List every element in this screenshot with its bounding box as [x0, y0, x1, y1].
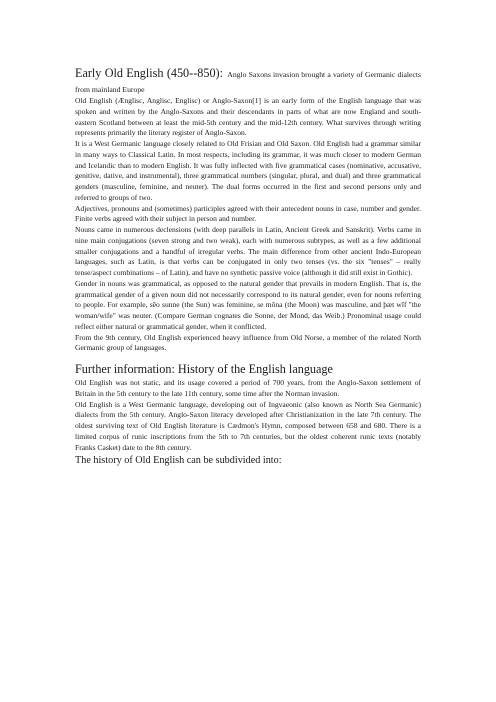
- section-title: [75, 66, 421, 96]
- paragraph: From the 9th century, Old English experienced heavy influence from Old Norse, a member of the related North Germanic group of languages.: [75, 332, 421, 353]
- paragraph-group-2: [75, 378, 421, 453]
- paragraph: Old English was not static, and its usage covered a period of 700 years, from the Anglo-Saxon settlement of Britain in the 5th century to the late 11th century, some time after the Norman invasion.: [75, 378, 421, 398]
- further-information-heading: Further information: History of the English language: [75, 362, 333, 376]
- paragraph-group-1: [75, 96, 421, 354]
- subdivision-heading: The history of Old English can be subdivided into:: [75, 455, 282, 467]
- title-note: Anglo Saxons invasion brought a variety of Germanic dialects from mainland Europe: [75, 70, 422, 94]
- paragraph: Nouns came in numerous declensions (with deep parallels in Latin, Ancient Greek and Sanskrit). Verbs came in nine main conjugations (seven strong and two weak), each with numerous subtypes, as well as a few additional smaller conjugations and a handful of irregular verbs. The main difference from other ancient Indo-European languages, such as Latin, is that verbs can be conjugated in only two tenses (vs. the six "tenses" – really tense/aspect combinations – of Latin), and have no synthetic passive voice (although it did still exist in Gothic).: [75, 225, 421, 277]
- paragraph: Gender in nouns was grammatical, as opposed to the natural gender that prevails in modern English. That is, the grammatical gender of a given noun did not necessarily correspond to its natural gender, even for nouns referring to people. For example, sēo sunne (the Sun) was feminine, se mōna (the Moon) was masculine, and þæt wīf "the woman/wife" was neuter. (Compare German cognates die Sonne, der Mond, das Weib.) Pronominal usage could reflect either natural or grammatical gender, when it conflicted.: [75, 278, 421, 331]
- title-text: Early Old English (450--850):: [75, 66, 223, 80]
- paragraph: Old English is a West Germanic language, developing out of Ingvaeonic (also known as North Sea Germanic) dialects from the 5th century. Anglo-Saxon literacy developed after Christianization in the late 7th century. The oldest surviving text of Old English literature is Cædmon's Hymn, composed between 658 and 680. There is a limited corpus of runic inscriptions from the 5th to 7th centuries, but the oldest coherent runic texts (notably Franks Casket) date to the 8th century.: [75, 399, 421, 452]
- document-body: [75, 66, 421, 467]
- paragraph: Old English (Ænglisc, Anglisc, Englisc) or Anglo-Saxon[1] is an early form of the English language that was spoken and written by the Anglo-Saxons and their descendants in parts of what are now England and south-eastern Scotland between at least the mid-5th century and the mid-12th century. What survives through writing represents primarily the literary register of Anglo-Saxon.: [75, 96, 421, 138]
- paragraph: Adjectives, pronouns and (sometimes) participles agreed with their antecedent nouns in case, number and gender. Finite verbs agreed with their subject in person and number.: [75, 203, 421, 224]
- paragraph: It is a West Germanic language closely related to Old Frisian and Old Saxon. Old English had a grammar similar in many ways to Classical Latin. In most respects, including its grammar, it was much closer to modern German and Icelandic than to modern English. It was fully inflected with five grammatical cases (nominative, accusative, genitive, dative, and instrumental), three grammatical numbers (singular, plural, and dual) and three grammatical genders (masculine, feminine, and neuter). The dual forms occurred in the first and second persons only and referred to groups of two.: [75, 139, 421, 202]
